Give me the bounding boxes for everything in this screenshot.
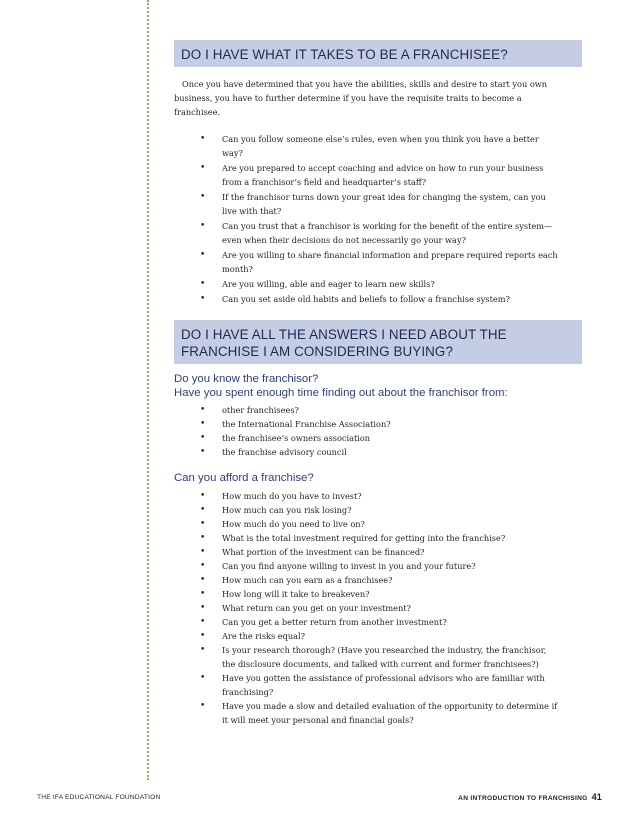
- list-item: [174, 503, 582, 517]
- list-item-text: Can you follow someone else’s rules, even when you think you have a better way?: [222, 133, 539, 158]
- intro-paragraph: Once you have determined that you have the abilities, skills and desire to start you own business, you have to further determine if you have the requisite traits to become a franchisee.: [174, 79, 548, 118]
- bullet-icon: •: [200, 293, 206, 304]
- section-heading-traits: [174, 40, 582, 67]
- list-item: [174, 248, 582, 276]
- list-item: [174, 517, 582, 531]
- list-item: [174, 671, 582, 699]
- list-item: [174, 545, 582, 559]
- list-item-text: other franchisees?: [222, 404, 299, 415]
- dotted-margin-rule: [147, 0, 149, 780]
- list-item-text: How much do you need to live on?: [222, 518, 365, 529]
- list-item: [174, 531, 582, 545]
- bullet-icon: •: [200, 220, 206, 231]
- list-item-text: How much can you earn as a franchisee?: [222, 574, 393, 585]
- list-item-text: Can you find anyone willing to invest in you and your future?: [222, 560, 476, 571]
- bullet-icon: •: [200, 191, 206, 202]
- afford-list: [174, 489, 582, 727]
- bullet-icon: •: [200, 588, 206, 599]
- bullet-icon: •: [200, 504, 206, 515]
- bullet-icon: •: [200, 532, 206, 543]
- list-item: [174, 445, 582, 459]
- list-item-text: How much do you have to invest?: [222, 490, 362, 501]
- bullet-icon: •: [200, 602, 206, 613]
- list-item-text: Are you willing to share financial information and prepare required reports each month?: [222, 249, 558, 274]
- sources-list: [174, 403, 582, 459]
- list-item-text: Is your research thorough? (Have you researched the industry, the franchisor, the disclosure documents, and talked with current and former franchisees?): [222, 644, 547, 669]
- list-item-text: Can you get a better return from another investment?: [222, 616, 447, 627]
- list-item-text: Are you willing, able and eager to learn new skills?: [222, 278, 435, 289]
- list-item-text: Can you set aside old habits and beliefs to follow a franchise system?: [222, 293, 510, 304]
- bullet-icon: •: [200, 278, 206, 289]
- bullet-icon: •: [200, 446, 206, 457]
- bullet-icon: •: [200, 700, 206, 711]
- subheading-afford: Can you afford a franchise?: [174, 471, 314, 484]
- list-item-text: Have you made a slow and detailed evaluation of the opportunity to determine if it will meet your personal and financial goals?: [222, 700, 558, 725]
- list-item-text: If the franchisor turns down your great idea for changing the system, can you live with that?: [222, 191, 546, 216]
- bullet-icon: •: [200, 546, 206, 557]
- footer-book-title: [458, 792, 602, 802]
- list-item: [174, 601, 582, 615]
- list-item: [174, 489, 582, 503]
- page-number: 41: [591, 792, 602, 802]
- list-item: [174, 615, 582, 629]
- list-item: [174, 132, 582, 160]
- list-item: [174, 559, 582, 573]
- bullet-icon: •: [200, 644, 206, 655]
- subheading-know-franchisor: Do you know the franchisor?: [174, 372, 319, 385]
- list-item: [174, 161, 582, 189]
- list-item: [174, 431, 582, 445]
- bullet-icon: •: [200, 404, 206, 415]
- list-item-text: What return can you get on your investment?: [222, 602, 411, 613]
- list-item-text: What is the total investment required for getting into the franchise?: [222, 532, 506, 543]
- list-item-text: What portion of the investment can be financed?: [222, 546, 425, 557]
- list-item-text: Can you trust that a franchisor is working for the benefit of the entire system—even when their decisions do not necessarily go your way?: [222, 220, 553, 245]
- bullet-icon: •: [200, 672, 206, 683]
- section-heading-text: DO I HAVE WHAT IT TAKES TO BE A FRANCHISEE?: [181, 47, 508, 62]
- bullet-icon: •: [200, 630, 206, 641]
- list-item: [174, 629, 582, 643]
- bullet-icon: •: [200, 560, 206, 571]
- list-item-text: Have you gotten the assistance of professional advisors who are familiar with franchising?: [222, 672, 545, 697]
- list-item-text: How long will it take to breakeven?: [222, 588, 370, 599]
- list-item: [174, 699, 582, 727]
- section-heading-line2: FRANCHISE I AM CONSIDERING BUYING?: [181, 343, 453, 359]
- bullet-icon: •: [200, 133, 206, 144]
- list-item: [174, 587, 582, 601]
- bullet-icon: •: [200, 574, 206, 585]
- list-item: [174, 219, 582, 247]
- list-item: [174, 403, 582, 417]
- section-heading-line1: DO I HAVE ALL THE ANSWERS I NEED ABOUT THE: [181, 326, 507, 342]
- bullet-icon: •: [200, 432, 206, 443]
- list-item-text: the franchise advisory council: [222, 446, 347, 457]
- bullet-icon: •: [200, 162, 206, 173]
- list-item-text: Are the risks equal?: [222, 630, 306, 641]
- list-item: [174, 292, 582, 306]
- list-item-text: the International Franchise Association?: [222, 418, 391, 429]
- list-item: [174, 277, 582, 291]
- footer-title-text: AN INTRODUCTION TO FRANCHISING: [458, 795, 588, 802]
- bullet-icon: •: [200, 518, 206, 529]
- subheading-time-spent: Have you spent enough time finding out about the franchisor from:: [174, 386, 508, 399]
- bullet-icon: •: [200, 249, 206, 260]
- list-item-text: the franchisee’s owners association: [222, 432, 371, 443]
- list-item-text: Are you prepared to accept coaching and advice on how to run your business from a franchisor’s field and headquarter’s staff?: [222, 162, 544, 187]
- bullet-icon: •: [200, 418, 206, 429]
- traits-list: [174, 132, 582, 306]
- list-item-text: How much can you risk losing?: [222, 504, 352, 515]
- footer-publisher: THE IFA EDUCATIONAL FOUNDATION: [37, 794, 161, 801]
- bullet-icon: •: [200, 490, 206, 501]
- list-item: [174, 417, 582, 431]
- section-heading-answers: [174, 320, 582, 364]
- bullet-icon: •: [200, 616, 206, 627]
- list-item: [174, 190, 582, 218]
- list-item: [174, 643, 582, 671]
- list-item: [174, 573, 582, 587]
- page-content: [174, 40, 582, 727]
